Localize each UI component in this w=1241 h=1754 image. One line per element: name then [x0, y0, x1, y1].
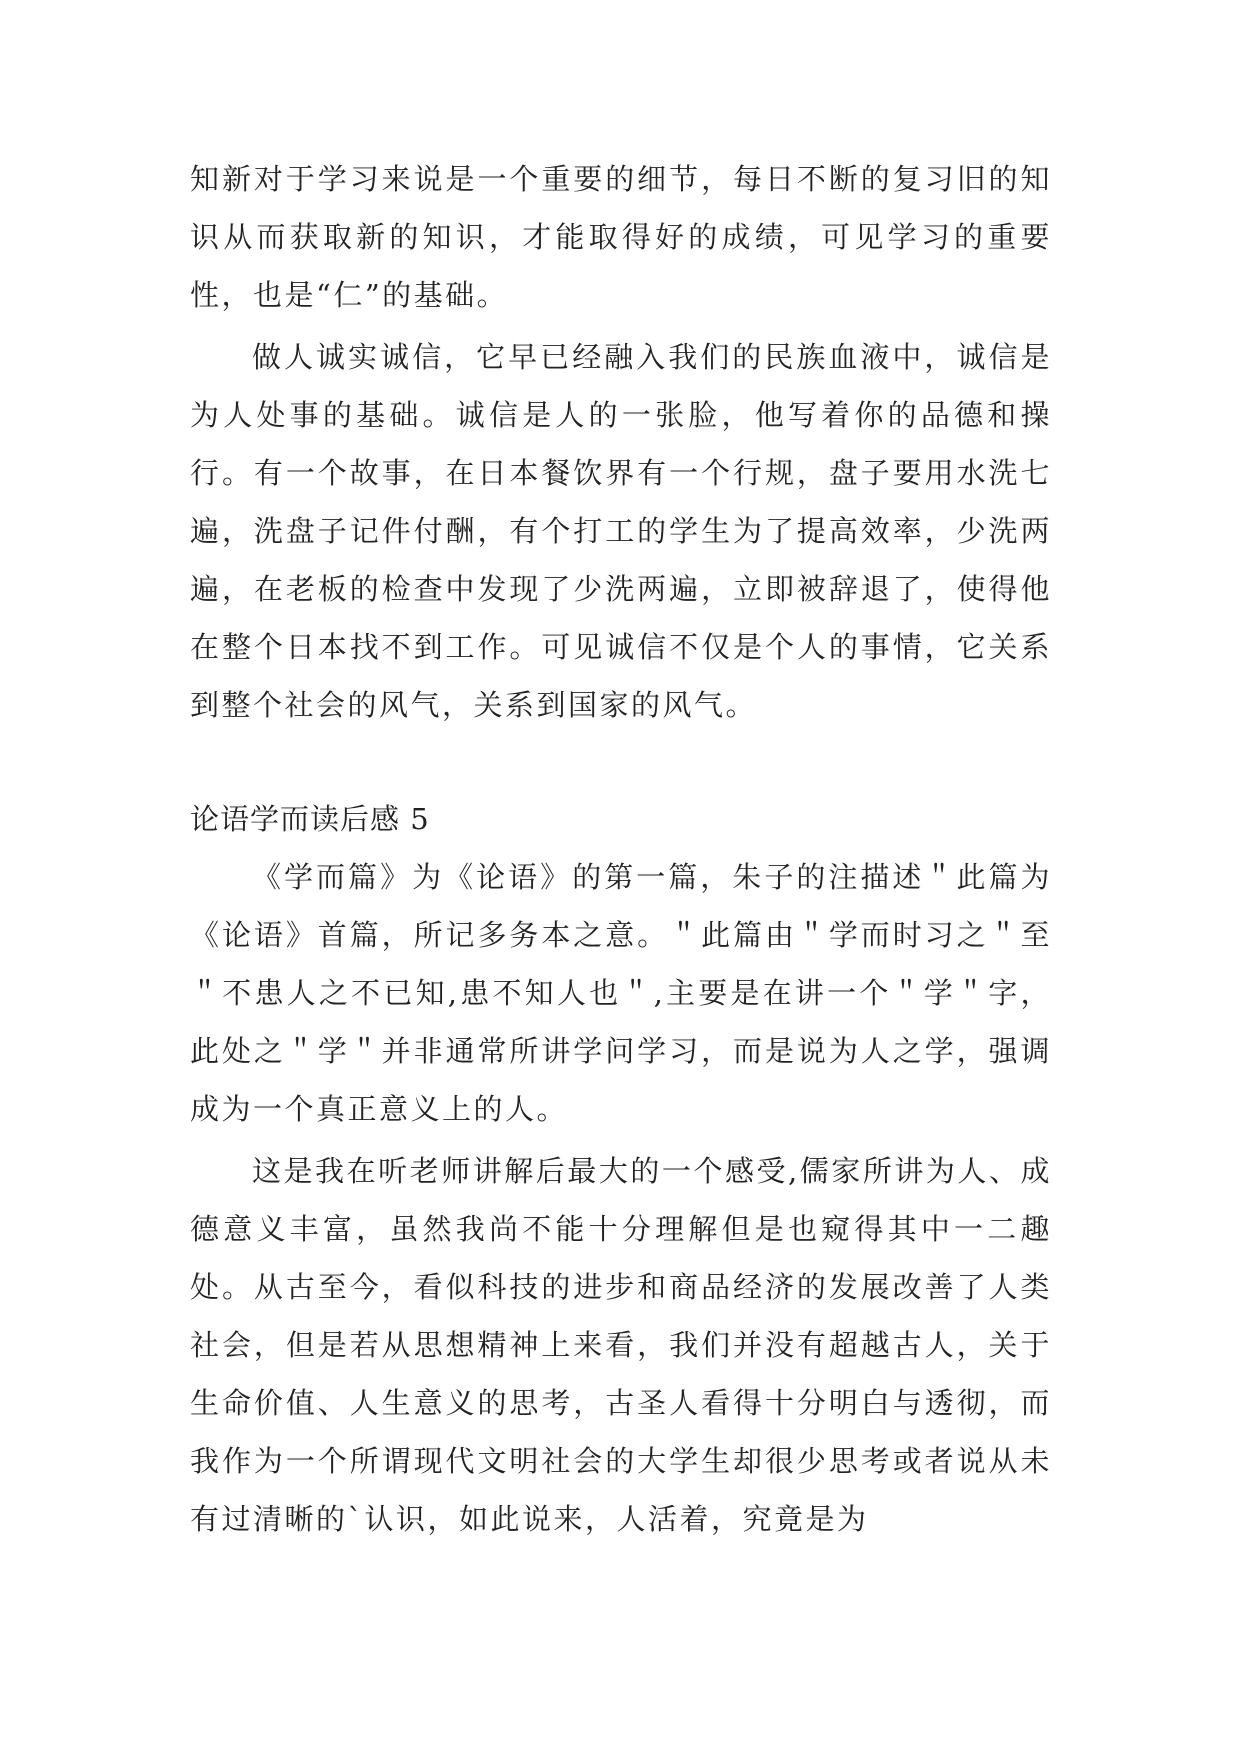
paragraph-honesty: 做人诚实诚信，它早已经融入我们的民族血液中，诚信是为人处事的基础。诚信是人的一张脸，他写着你的品德和操行。有一个故事，在日本餐饮界有一个行规，盘子要用水洗七遍，洗盘子记件付酬，有个打工的学生为了提高效率，少洗两遍，在老板的检查中发现了少洗两遍，立即被辞退了，使得他在整个日本找不到工作。可见诚信不仅是个人的事情，它关系到整个社会的风气，关系到国家的风气。	[190, 340, 1052, 722]
section-title: 论语学而读后感 5	[190, 802, 430, 836]
section-spacer	[190, 734, 1052, 790]
paragraph-continuation: 知新对于学习来说是一个重要的细节，每日不断的复习旧的知识从而获取新的知识，才能取得好的成绩，可见学习的重要性，也是“仁”的基础。	[190, 162, 1052, 312]
paragraph-reflection: 这是我在听老师讲解后最大的一个感受,儒家所讲为人、成德意义丰富，虽然我尚不能十分理解但是也窥得其中一二趣处。从古至今，看似科技的进步和商品经济的发展改善了人类社会，但是若从思想精神上来看，我们并没有超越古人，关于生命价值、人生意义的思考，古圣人看得十分明白与透彻，而我作为一个所谓现代文明社会的大学生却很少思考或者说从未有过清晰的`认识，如此说来，人活着，究竟是为	[190, 1154, 1052, 1536]
paragraph-xueer-intro: 《学而篇》为《论语》的第一篇，朱子的注描述＂此篇为《论语》首篇，所记多务本之意。＂此篇由＂学而时习之＂至＂不患人之不已知,患不知人也＂,主要是在讲一个＂学＂字，此处之＂学＂并非通常所讲学问学习，而是说为人之学，强调成为一个真正意义上的人。	[190, 860, 1052, 1126]
document-page	[190, 150, 1052, 1548]
